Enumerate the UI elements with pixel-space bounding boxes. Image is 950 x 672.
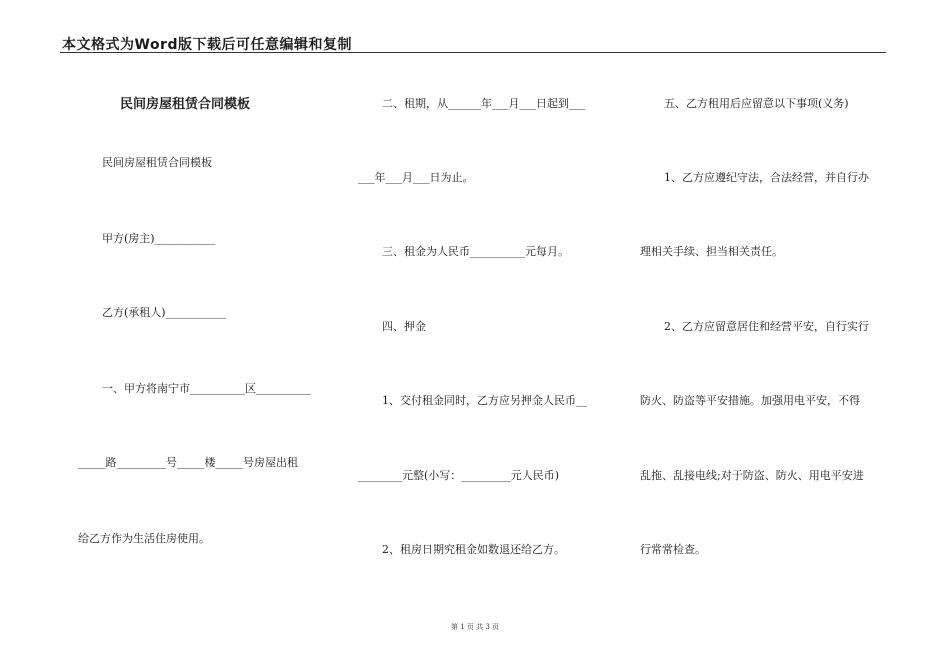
text-line: 四、押金 (382, 320, 426, 333)
page-number: 第 1 页 共 3 页 (450, 623, 500, 631)
text-line: 2、乙方应留意居住和经营平安，自行实行 (664, 320, 869, 333)
text-line: 乱拖、乱接电线;对于防盗、防火、用电平安进 (640, 469, 864, 482)
text-line: _____路_________号_____楼_____号房屋出租 (78, 456, 298, 469)
text-line: 五、乙方租用后应留意以下事项(义务) (664, 97, 849, 110)
text-line: 给乙方作为生活住房使用。 (78, 532, 210, 545)
text-line: 2、租房日期究租金如数退还给乙方。 (382, 543, 565, 556)
text-line: 民间房屋租赁合同模板 (102, 156, 212, 169)
text-line: 三、租金为人民币__________元每月。 (382, 245, 569, 258)
text-line: 防火、防盗等平安措施。加强用电平安，不得 (640, 394, 860, 407)
text-line: 二、租期，从______年___月___日起到___ (382, 97, 586, 110)
header-divider (60, 52, 886, 53)
text-line: 1、乙方应遵纪守法，合法经营，并自行办 (664, 171, 869, 184)
text-line: ________元整(小写：_________元人民币) (358, 469, 560, 482)
text-line: 乙方(承租人)___________ (102, 306, 227, 319)
text-line: 行常常检查。 (640, 543, 706, 556)
text-line: 一、甲方将南宁市__________区__________ (102, 382, 311, 395)
text-line: 甲方(房主)___________ (102, 232, 216, 245)
document-title: 民间房屋租赁合同模板 (120, 97, 251, 112)
document-banner: 本文格式为Word版下载后可任意编辑和复制 (62, 37, 352, 53)
text-line: ___年___月___日为止。 (358, 171, 474, 184)
text-line: 1、交付租金同时，乙方应另押金人民币__ (382, 394, 587, 407)
text-line: 理相关手续、担当相关责任。 (640, 245, 783, 258)
